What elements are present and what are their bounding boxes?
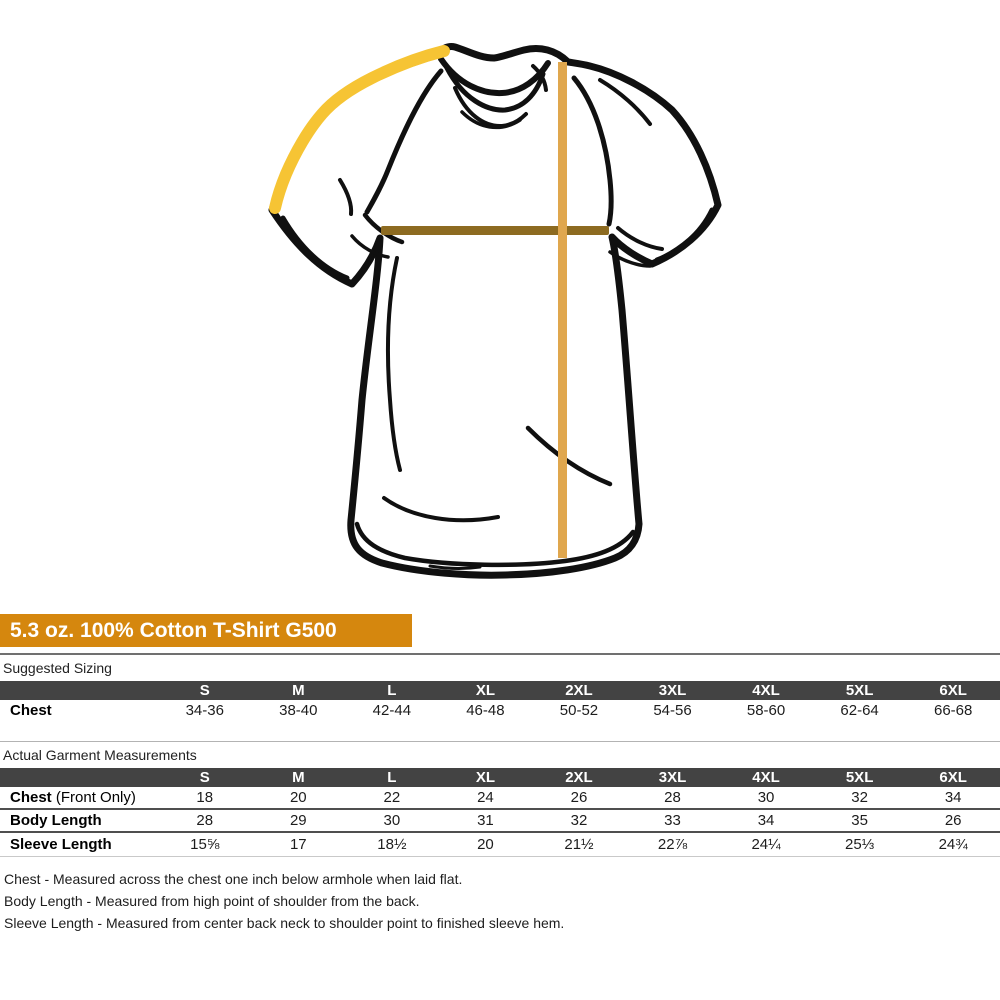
measurement-cell: 25⅓ [813,832,907,857]
size-header-cell: XL [475,769,495,786]
size-header-cell: M [292,769,305,786]
chest-range-row [0,700,1000,721]
size-header-cell: L [387,769,397,786]
row-label: Sleeve Length [0,832,158,857]
size-header-cell: M [292,682,305,699]
measurement-cell: 46-48 [466,702,505,719]
footnote-chest: Chest - Measured across the chest one inch below armhole when laid flat. [4,871,463,887]
measurement-cell: 17 [252,832,346,857]
size-header-cell: 3XL [658,682,687,699]
measurement-cell: 50-52 [559,702,599,719]
measurement-cell: 54-56 [653,702,692,719]
suggested-sizing-label: Suggested Sizing [3,660,112,676]
size-header-cell: 4XL [752,769,780,786]
measurement-cell: 34 [906,787,1000,809]
measurement-cell: 15⅝ [158,832,252,857]
measurement-cell: 34-36 [185,702,224,719]
size-header-cell: 5XL [845,682,874,699]
measurement-cell: 58-60 [746,702,786,719]
actual-measurements-label: Actual Garment Measurements [3,747,197,763]
measurement-cell: 38-40 [279,702,318,719]
measurement-cell: 42-44 [372,702,412,719]
chest-front-only-row [0,787,1000,809]
measurement-cell: 33 [626,809,720,832]
size-header-cell: XL [475,682,495,699]
measurement-cell: 20 [252,787,346,809]
measurement-cell: 22⅞ [626,832,720,857]
sleeve-length-row [0,832,1000,857]
product-title-banner: 5.3 oz. 100% Cotton T-Shirt G500 [0,614,412,647]
footnote-body-length: Body Length - Measured from high point of shoulder from the back. [4,893,420,909]
size-header-cell: 6XL [939,769,967,786]
measurement-cell: 20 [439,832,533,857]
size-header-empty [0,681,158,700]
size-header-cell: 2XL [565,769,593,786]
measurement-cell: 21½ [532,832,626,857]
measurement-footnotes [0,868,1000,934]
row-label: Chest [10,702,52,719]
size-header-cell: S [199,682,210,699]
measurement-cell: 18½ [345,832,439,857]
measurement-cell: 24¾ [906,832,1000,857]
size-header-row [0,768,1000,787]
measurement-cell: 24 [439,787,533,809]
size-header-cell: 3XL [658,769,687,786]
measurement-cell: 66-68 [934,702,973,719]
measurement-cell: 30 [345,809,439,832]
body-length-line [558,62,567,558]
measurement-cell: 35 [813,809,907,832]
size-header-row [0,681,1000,700]
measurement-cell: 32 [813,787,907,809]
row-label: Chest (Front Only) [0,787,158,809]
suggested-sizing-table [0,681,1000,721]
size-header-cell: 6XL [939,682,967,699]
measurement-cell: 32 [532,809,626,832]
chest-width-line [381,226,609,235]
measurement-cell: 26 [906,809,1000,832]
size-header-cell: 4XL [752,682,780,699]
size-header-cell: 2XL [565,682,593,699]
size-header-empty [0,768,158,787]
measurement-cell: 18 [158,787,252,809]
row-label: Body Length [0,809,158,832]
measurement-cell: 26 [532,787,626,809]
actual-measurements-table [0,768,1000,857]
measurement-cell: 22 [345,787,439,809]
measurement-cell: 28 [158,809,252,832]
measurement-cell: 30 [719,787,813,809]
measurement-cell: 31 [439,809,533,832]
body-length-row [0,809,1000,832]
measurement-cell: 24¼ [719,832,813,857]
actual-measurements-section [0,741,1000,857]
measurement-cell: 34 [719,809,813,832]
measurement-cell: 62-64 [840,702,879,719]
size-header-cell: 5XL [845,769,874,786]
size-tables [0,653,1000,934]
measurement-cell: 29 [252,809,346,832]
measurement-cell: 28 [626,787,720,809]
size-header-cell: S [199,769,210,786]
size-header-cell: L [387,682,397,699]
footnote-sleeve-length: Sleeve Length - Measured from center back neck to shoulder point to finished sleeve hem. [4,915,565,931]
suggested-sizing-section [0,653,1000,721]
